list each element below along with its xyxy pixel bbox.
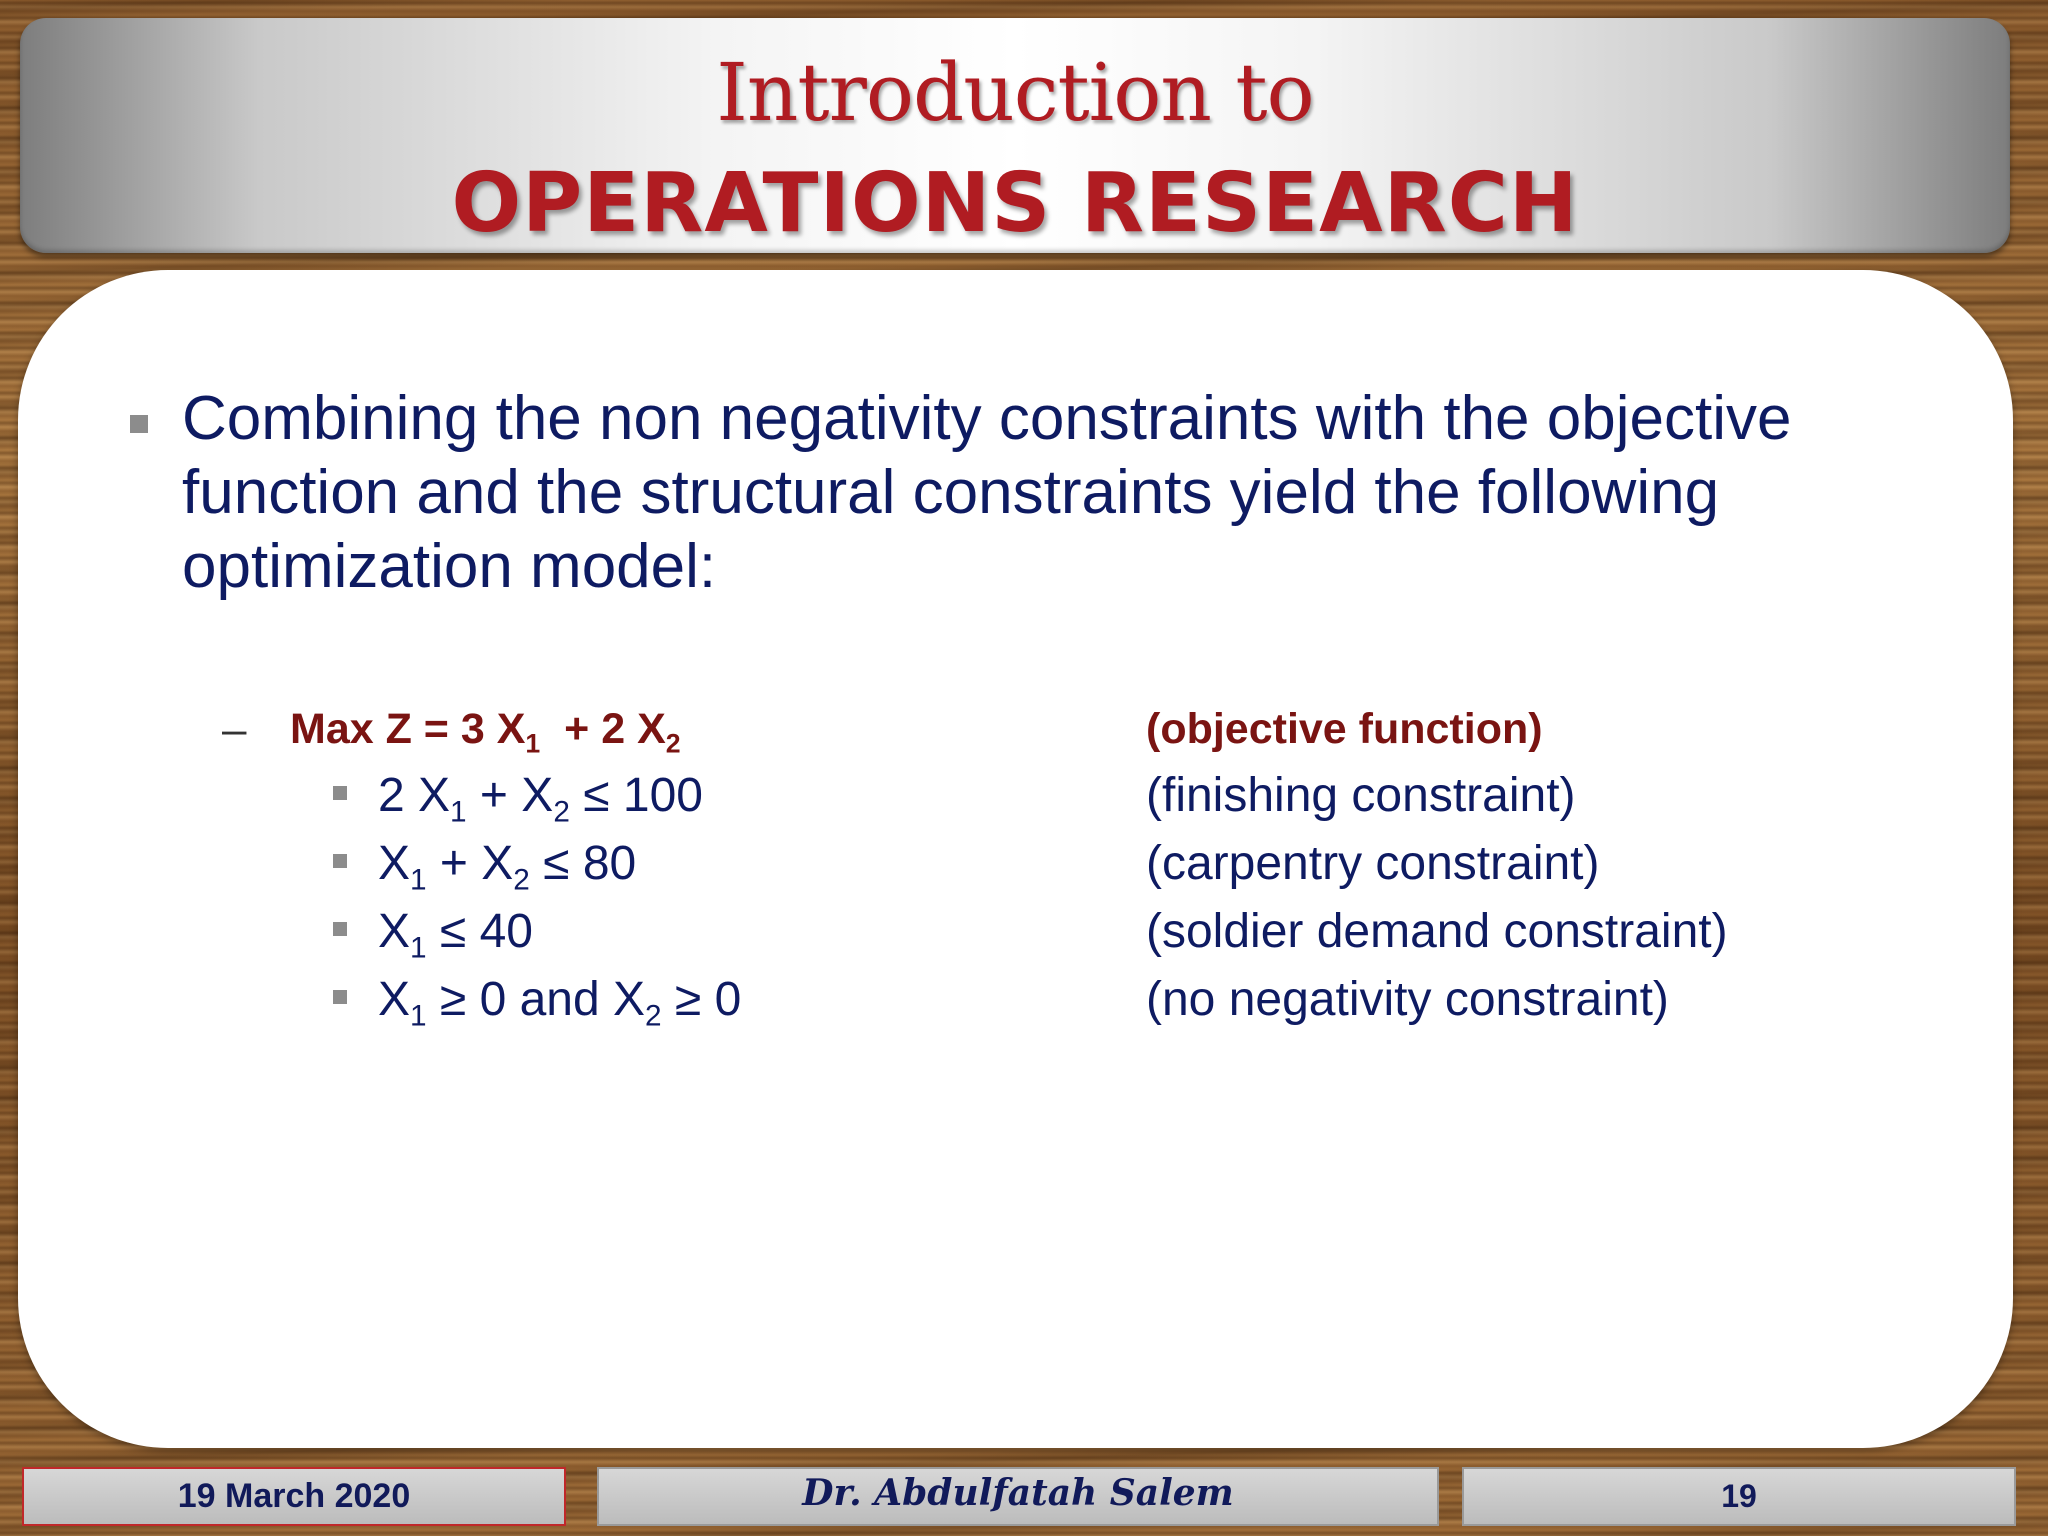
footer-date: 19 March 2020	[22, 1467, 566, 1526]
body-paragraph: Combining the non negativity constraints with the objective function and the structural constraints yield the following optimization model:	[182, 384, 1792, 601]
constraint-carpentry-label: (carpentry constraint)	[1146, 837, 1600, 890]
square-bullet-icon	[333, 922, 347, 936]
title-line-2: OPERATIONS RESEARCH	[451, 156, 1579, 251]
square-bullet-icon	[333, 854, 347, 868]
square-bullet-icon	[333, 990, 347, 1004]
objective-expression: Max Z = 3 $X_1 + 2$ $X_2$	[290, 705, 681, 759]
constraint-finishing-label: (finishing constraint)	[1146, 769, 1576, 822]
square-bullet-icon	[130, 415, 148, 433]
footer-page-number: 19	[1462, 1467, 2016, 1526]
constraint-carpentry: $X_1 + X_2 \le 80$	[378, 837, 637, 897]
footer-author: Dr. Abdulfatah Salem	[597, 1467, 1439, 1526]
constraint-non-negativity: $X_1 \ge 0$ and $X_2 \ge 0$	[378, 973, 742, 1033]
objective-label: (objective function)	[1146, 705, 1543, 753]
constraint-soldier-demand: $X_1 \le 40$	[378, 905, 533, 965]
constraint-non-negativity-label: (no negativity constraint)	[1146, 973, 1669, 1026]
title-banner	[20, 18, 2010, 253]
dash-bullet-icon: –	[222, 705, 247, 754]
title-line-1: Introduction to	[716, 46, 1314, 139]
constraint-soldier-demand-label: (soldier demand constraint)	[1146, 905, 1728, 958]
square-bullet-icon	[333, 786, 347, 800]
constraint-finishing: 2 $X_1 + X_2 \le 100$	[378, 769, 703, 829]
